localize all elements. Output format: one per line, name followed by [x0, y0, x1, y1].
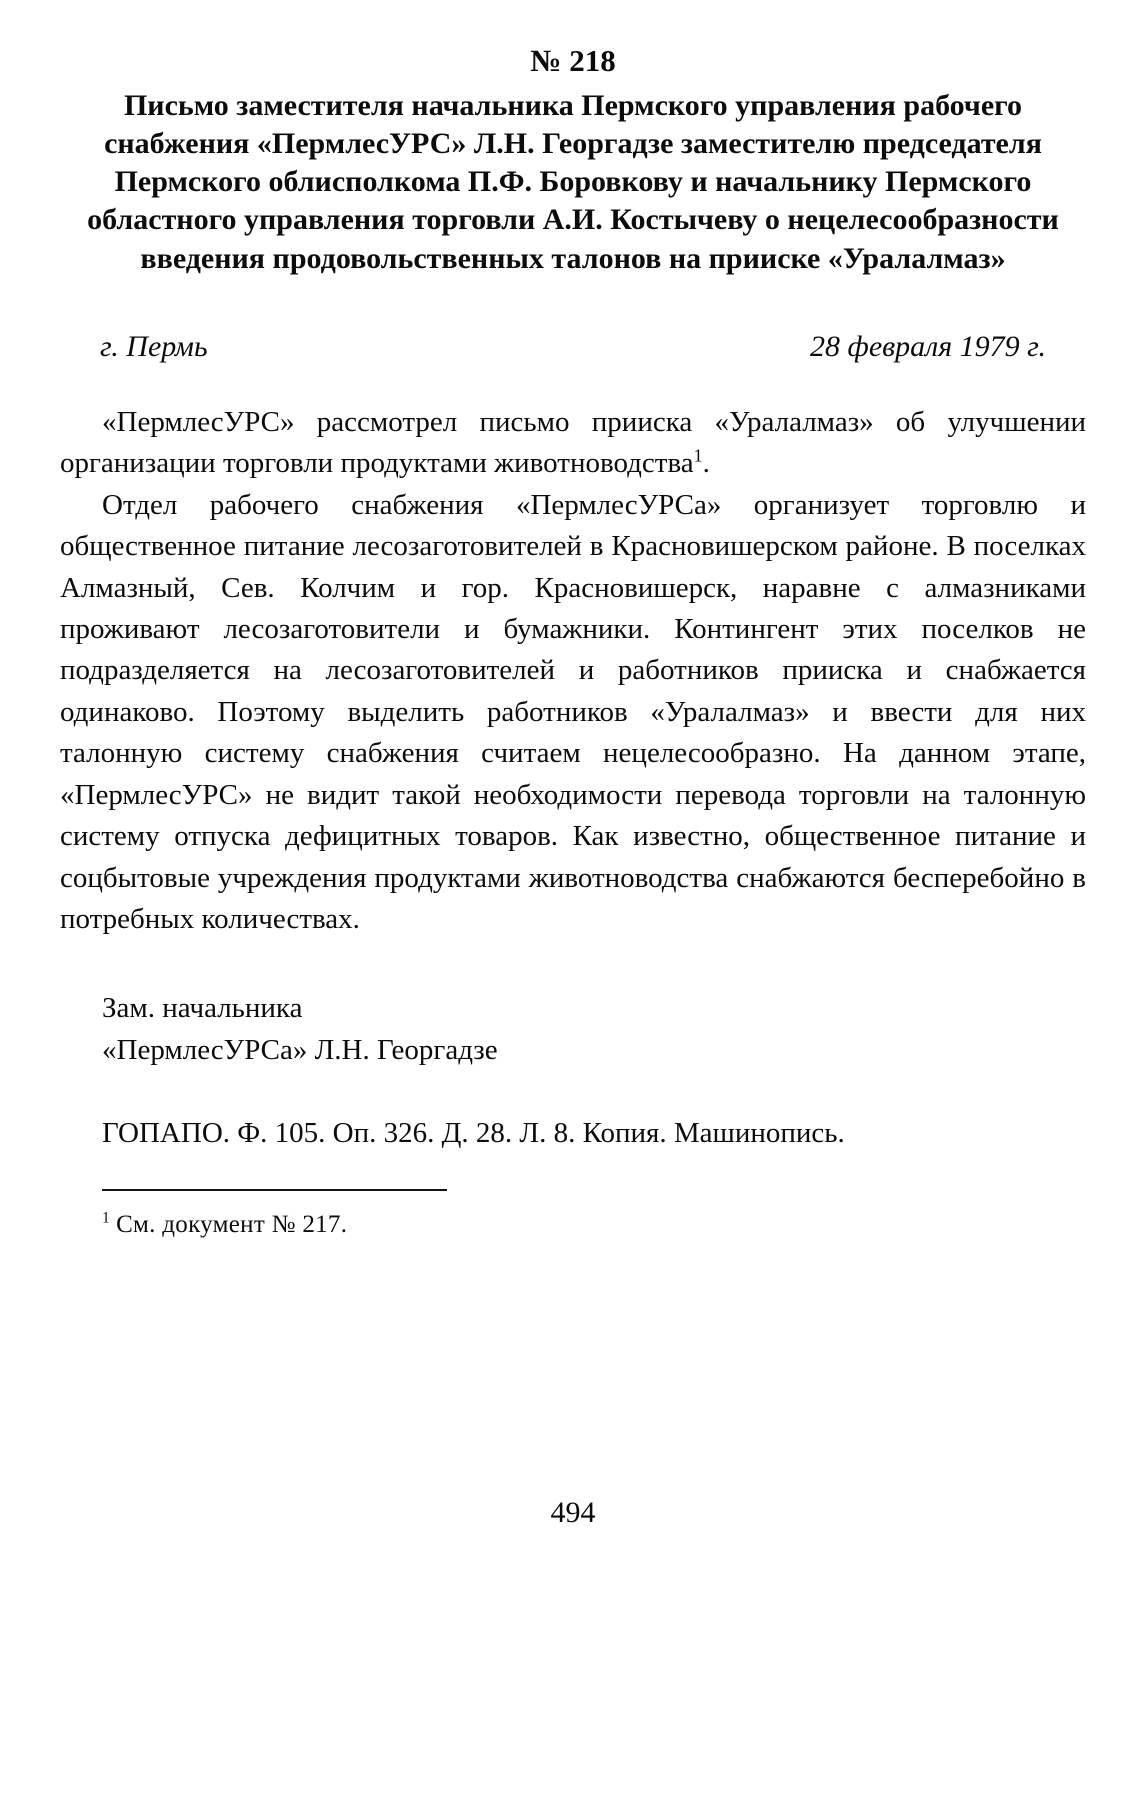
- footnote: [102, 1209, 1086, 1242]
- paragraph-1-tail: .: [702, 447, 710, 480]
- footnote-marker: 1: [102, 1209, 111, 1227]
- document-heading: Письмо заместителя начальника Пермского управления рабочего снабжения «ПермлесУРС» Л.Н. Георгадзе заместителю председателя Пермского облисполкома П.Ф. Боровкову и начальнику Пермского областного управления торговли А.И. Костычеву о нецелесообразности введения продовольственных талонов на прииске «Уралалмаз»: [87, 89, 1059, 275]
- dateline: [100, 330, 1046, 364]
- footnote-reference-marker: 1: [693, 445, 703, 466]
- document-number: № 218: [530, 43, 616, 78]
- paragraph-2: Отдел рабочего снабжения «ПермлесУРСа» организует торговлю и общественное питание лесозаготовителей в Красновишерском районе. В поселках Алмазный, Сев. Колчим и гор. Красновишерск, наравне с алмазниками проживают лесозаготовители и бумажники. Контингент этих поселков не подразделяется на лесозаготовителей и работников прииска и снабжается одинаково. Поэтому выделить работников «Уралалмаз» и ввести для них талонную систему снабжения считаем нецелесообразно. На данном этапе, «ПермлесУРС» не видит такой необходимости перевода торговли на талонную систему отпуска дефицитных товаров. Как известно, общественное питание и соцбытовые учреждения продуктами животноводства снабжаются бесперебойно в потребных количествах.: [60, 488, 1086, 936]
- footnote-text: См. документ № 217.: [116, 1210, 348, 1238]
- date-label: 28 февраля 1979 г.: [810, 329, 1046, 363]
- signature-block: [102, 987, 1086, 1071]
- paragraph-1: [60, 402, 1086, 485]
- footnote-separator: [102, 1189, 447, 1191]
- page-number: 494: [550, 1496, 596, 1529]
- signature-line-1: Зам. начальника: [102, 991, 303, 1024]
- document-body: [60, 402, 1086, 941]
- signature-line-2: «ПермлесУРСа» Л.Н. Георгадзе: [102, 1033, 498, 1066]
- paragraph-1-text: «ПермлесУРС» рассмотрел письмо прииска «Уралалмаз» об улучшении организации торговли продуктами животноводства: [60, 405, 1086, 480]
- place-label: г. Пермь: [100, 329, 208, 363]
- archive-reference: ГОПАПО. Ф. 105. Оп. 326. Д. 28. Л. 8. Копия. Машинопись.: [102, 1116, 845, 1149]
